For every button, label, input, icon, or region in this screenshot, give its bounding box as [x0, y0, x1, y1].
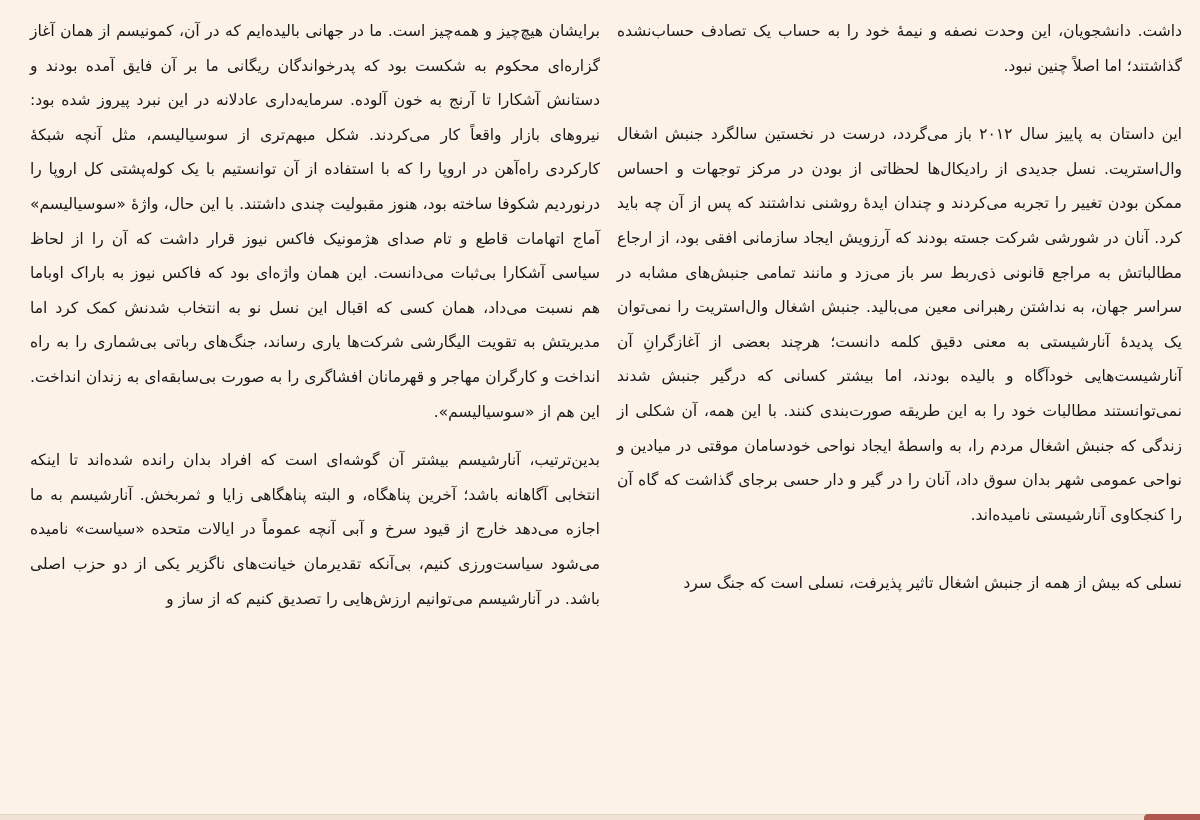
left-text-column [30, 14, 600, 616]
paragraph-anarchism-refuge: بدین‌ترتیب، آنارشیسم بیشتر آن گوشه‌ای است که افراد بدان رانده شده‌اند تا اینکه انتخابی آگاهانه باشد؛ آخرین پناهگاه، و البته پناهگاهی زایا و ثمربخش. آنارشیسم به ما اجازه می‌دهد خارج از قیود سرخ و آبی آنچه عموماً در ایالات متحده «سیاست» نامیده می‌شود سیاست‌ورزی کنیم، بی‌آنکه تقدیرمان خیانت‌های ناگزیر یکی از دو حزب اصلی باشد. در آنارشیسم می‌توانیم ارزش‌هایی را تصدیق کنیم که از ساز و [30, 451, 600, 608]
paragraph-spacer [617, 83, 1182, 117]
page-corner-accent [1144, 814, 1200, 820]
right-text-column [617, 14, 1182, 601]
paragraph-occupy-wall-street: این داستان به پاییز سال ۲۰۱۲ باز می‌گردد، درست در نخستین سالگرد جنبش اشغال وال‌استریت. نسل جدیدی از رادیکال‌ها لحظاتی از بودن در مرکز توجهات و احساس ممکن بودن تغییر را تجربه می‌کردند و چندان ایدهٔ روشنی نداشتند که پس از آن چه باید کرد. آنان در شورشی شرکت جسته بودند که آرزویش ایجاد سازمانی افقی بود، از ارجاع مطالباتش به مراجع قانونی ذی‌ربط سر باز می‌زد و مانند تمامی جنبش‌های مشابه در سراسر جهان، به نداشتن رهبرانی معین می‌بالید. جنبش اشغال وال‌استریت را نمی‌توان یک پدیدهٔ آنارشیستی به معنی دقیق کلمه دانست؛ هرچند بعضی از آغازگرانِ آن آنارشیست‌هایی خودآگاه و بالیده بودند، اما بیشتر کسانی که درگیر جنبش شدند نمی‌توانستند مطالبات خود را به این طریقه صورت‌بندی کنند. با این همه، آن شکلی از زندگی که جنبش اشغال مردم را، به واسطهٔ ایجاد نواحی خودسامان موقتی در میادین و نواحی عمومی شهر بدان سوق داد، آنان را در گیر و دار حسی برجای گذاشت که گاه آن را کنجکاوی آنارشیستی نامیده‌اند. [617, 125, 1182, 524]
paragraph-socialism: برایشان هیچ‌چیز و همه‌چیز است. ما در جهانی بالیده‌ایم که در آن، کمونیسم از همان آغاز گزاره‌ای محکوم به شکست بود که پدرخواندگان ریگانی ما بر آن فایق آمده بودند و دستانش آشکارا تا آرنج به خون آلوده. سرمایه‌داری عادلانه در این نبرد پیروز شده بود: نیروهای بازار واقعاً کار می‌کردند. شکل مبهم‌تری از سوسیالیسم، مثل آنچه شبکهٔ کارکردی راه‌آهن در اروپا را که با استفاده از آن توانستیم با یک کوله‌پشتی کل اروپا را درنوردیم شکوفا ساخته بود، هنوز مقبولیت چندی داشتند. با این حال، واژهٔ «سوسیالیسم» آماج اتهامات قاطع و تام صدای هژمونیک فاکس نیوز قرار داشت که آن را از لحاظ سیاسی آشکارا بی‌ثبات می‌دانست. این همان واژه‌ای بود که فاکس نیوز به باراک اوباما هم نسبت می‌داد، همان کسی که اقبال این نسل نو به انتخاب شدنش کمک کرد اما مدیریتش به تقویت الیگارشی شرکت‌ها یاری رساند، جنگ‌های رباتی بی‌شماری را به راه انداخت و کارگران مهاجر و قهرمانان افشاگری را به صورت بی‌سابقه‌ای به زندان انداخت. این هم از «سوسیالیسم». [30, 22, 600, 421]
page-bottom-edge [0, 814, 1200, 820]
paragraph-cold-war-generation: نسلی که بیش از همه از جنبش اشغال تاثیر پذیرفت، نسلی است که جنگ سرد [683, 574, 1182, 593]
paragraph-spacer [30, 429, 600, 443]
paragraph-spacer [617, 532, 1182, 566]
paragraph-continuation: داشت. دانشجویان، این وحدت نصفه و نیمهٔ خود را به حساب یک تصادف حساب‌نشده گذاشتند؛ اما اصلاً چنین نبود. [617, 22, 1182, 75]
